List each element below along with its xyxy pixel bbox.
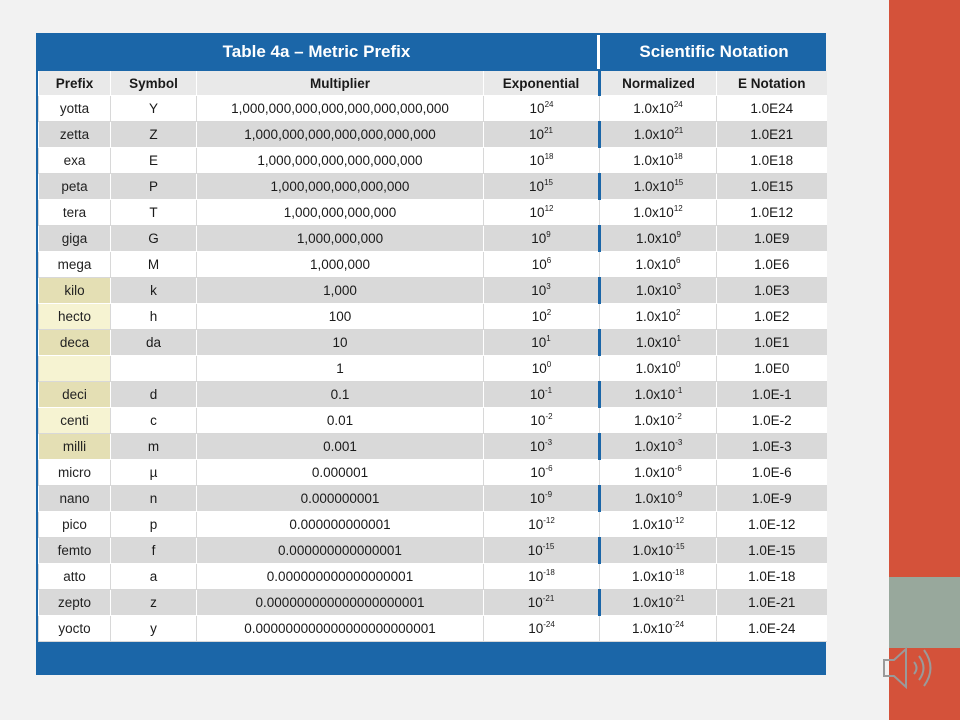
symbol-cell: µ <box>111 460 197 486</box>
symbol-cell: h <box>111 304 197 330</box>
side-accent-middle <box>889 577 960 648</box>
scientific-notation-title: Scientific Notation <box>639 42 789 61</box>
normalized-cell: $1.0x10^{-24}$ <box>600 616 717 642</box>
table-row <box>39 148 827 174</box>
table-row <box>39 122 827 148</box>
prefix-cell: milli <box>39 434 111 460</box>
prefix-cell: micro <box>39 460 111 486</box>
exponent: 15 <box>674 178 684 187</box>
prefix-cell: peta <box>39 174 111 200</box>
multiplier-cell: 0.000000000001 <box>197 512 484 538</box>
exponent: -6 <box>674 464 682 473</box>
exponential-cell: $10^{-6}$ <box>484 460 600 486</box>
normalized-cell: $1.0x10^{21}$ <box>600 122 717 148</box>
multiplier-cell: 1,000,000 <box>197 252 484 278</box>
symbol-cell: M <box>111 252 197 278</box>
exponential-cell: $10^{24}$ <box>484 96 600 122</box>
exponential-cell: $10^{-15}$ <box>484 538 600 564</box>
table-body <box>39 96 827 642</box>
exponent: 21 <box>674 126 684 135</box>
e-notation-cell: 1.0E3 <box>717 278 827 304</box>
symbol-cell: d <box>111 382 197 408</box>
multiplier-cell: 0.000000001 <box>197 486 484 512</box>
table-row <box>39 460 827 486</box>
header-symbol: Symbol <box>111 71 197 96</box>
table-title: Table 4a – Metric Prefix <box>222 42 411 61</box>
exponent: -3 <box>544 438 553 447</box>
normalized-cell: $1.0x10^{18}$ <box>600 148 717 174</box>
symbol-cell <box>111 356 197 382</box>
exponential-cell: $10^{-3}$ <box>484 434 600 460</box>
exponential-cell: $10^9$ <box>484 226 600 252</box>
normalized-cell: $1.0x10^{-3}$ <box>600 434 717 460</box>
symbol-cell: n <box>111 486 197 512</box>
symbol-cell: y <box>111 616 197 642</box>
exponent: -3 <box>675 438 683 447</box>
table-row <box>39 590 827 616</box>
exponential-cell: $10^{18}$ <box>484 148 600 174</box>
multiplier-cell: 1 <box>197 356 484 382</box>
exponent: -18 <box>672 568 685 577</box>
table-footer-bar <box>36 651 826 675</box>
e-notation-cell: 1.0E21 <box>717 122 827 148</box>
e-notation-cell: 1.0E-1 <box>717 382 827 408</box>
multiplier-cell: 10 <box>197 330 484 356</box>
exponential-cell: $10^{-1}$ <box>484 382 600 408</box>
prefix-cell <box>39 356 111 382</box>
prefix-cell: deca <box>39 330 111 356</box>
exponent: 3 <box>676 282 681 291</box>
prefix-cell: zetta <box>39 122 111 148</box>
e-notation-cell: 1.0E2 <box>717 304 827 330</box>
e-notation-cell: 1.0E9 <box>717 226 827 252</box>
exponential-cell: $10^{-18}$ <box>484 564 600 590</box>
normalized-cell: $1.0x10^6$ <box>600 252 717 278</box>
normalized-cell: $1.0x10^0$ <box>600 356 717 382</box>
prefix-cell: yocto <box>39 616 111 642</box>
symbol-cell: m <box>111 434 197 460</box>
prefix-cell: femto <box>39 538 111 564</box>
exponent: 2 <box>546 308 552 317</box>
exponent: 6 <box>676 256 681 265</box>
table-row <box>39 434 827 460</box>
exponent: -15 <box>672 542 685 551</box>
exponent: -21 <box>542 594 555 603</box>
normalized-cell: $1.0x10^{-21}$ <box>600 590 717 616</box>
multiplier-cell: 1,000,000,000,000,000,000 <box>197 148 484 174</box>
symbol-cell: da <box>111 330 197 356</box>
header-normalized: Normalized <box>600 71 717 96</box>
speaker-icon[interactable] <box>876 640 940 696</box>
table-row <box>39 304 827 330</box>
multiplier-cell: 1,000,000,000,000,000 <box>197 174 484 200</box>
e-notation-cell: 1.0E-9 <box>717 486 827 512</box>
table-row <box>39 538 827 564</box>
multiplier-cell: 0.000000000000000000001 <box>197 590 484 616</box>
exponent: 9 <box>676 230 681 239</box>
exponent: -12 <box>543 516 555 525</box>
exponent: 12 <box>673 204 683 213</box>
exponent: -9 <box>675 490 683 499</box>
e-notation-cell: 1.0E-6 <box>717 460 827 486</box>
normalized-cell: $1.0x10^{-6}$ <box>600 460 717 486</box>
exponent: 9 <box>546 230 551 239</box>
exponent: 18 <box>673 152 683 161</box>
multiplier-cell: 1,000,000,000,000 <box>197 200 484 226</box>
e-notation-cell: 1.0E1 <box>717 330 827 356</box>
header-multiplier: Multiplier <box>197 71 484 96</box>
e-notation-cell: 1.0E-3 <box>717 434 827 460</box>
exponential-cell: $10^{12}$ <box>484 200 600 226</box>
symbol-cell: G <box>111 226 197 252</box>
prefix-cell: nano <box>39 486 111 512</box>
prefix-cell: yotta <box>39 96 111 122</box>
exponential-cell: $10^{-9}$ <box>484 486 600 512</box>
symbol-cell: p <box>111 512 197 538</box>
prefix-cell: mega <box>39 252 111 278</box>
prefix-cell: kilo <box>39 278 111 304</box>
exponent: 6 <box>546 256 552 265</box>
multiplier-cell: 1,000 <box>197 278 484 304</box>
e-notation-cell: 1.0E-12 <box>717 512 827 538</box>
exponential-cell: $10^0$ <box>484 356 600 382</box>
e-notation-cell: 1.0E-15 <box>717 538 827 564</box>
metric-prefix-table-panel <box>36 33 826 675</box>
e-notation-cell: 1.0E6 <box>717 252 827 278</box>
exponent: -1 <box>675 386 683 395</box>
exponent: -21 <box>672 594 685 603</box>
exponential-cell: $10^{21}$ <box>484 122 600 148</box>
normalized-cell: $1.0x10^1$ <box>600 330 717 356</box>
exponential-cell: $10^{-12}$ <box>484 512 600 538</box>
exponent: -9 <box>544 490 553 499</box>
exponent: -2 <box>545 412 553 421</box>
normalized-cell: $1.0x10^9$ <box>600 226 717 252</box>
e-notation-cell: 1.0E-18 <box>717 564 827 590</box>
normalized-cell: $1.0x10^{-1}$ <box>600 382 717 408</box>
prefix-cell: exa <box>39 148 111 174</box>
prefix-cell: zepto <box>39 590 111 616</box>
table-row <box>39 226 827 252</box>
normalized-cell: $1.0x10^{-9}$ <box>600 486 717 512</box>
exponent: 21 <box>544 126 553 135</box>
e-notation-cell: 1.0E18 <box>717 148 827 174</box>
table-row <box>39 356 827 382</box>
e-notation-cell: 1.0E-2 <box>717 408 827 434</box>
exponent: 0 <box>546 360 552 369</box>
exponent: 24 <box>544 100 554 109</box>
exponential-cell: $10^{15}$ <box>484 174 600 200</box>
e-notation-cell: 1.0E-24 <box>717 616 827 642</box>
title-divider <box>597 35 600 69</box>
exponent: 0 <box>676 360 681 369</box>
e-notation-cell: 1.0E24 <box>717 96 827 122</box>
exponent: 1 <box>546 334 551 343</box>
normalized-cell: $1.0x10^3$ <box>600 278 717 304</box>
exponent: 12 <box>544 204 554 213</box>
normalized-cell: $1.0x10^{24}$ <box>600 96 717 122</box>
prefix-cell: hecto <box>39 304 111 330</box>
symbol-cell: k <box>111 278 197 304</box>
prefix-cell: tera <box>39 200 111 226</box>
exponent: -24 <box>543 620 555 629</box>
header-exponential: Exponential <box>484 71 600 96</box>
header-row <box>39 71 827 96</box>
exponent: -1 <box>544 386 553 395</box>
symbol-cell: z <box>111 590 197 616</box>
multiplier-cell: 0.000000000000000000000001 <box>197 616 484 642</box>
prefix-cell: atto <box>39 564 111 590</box>
exponential-cell: $10^2$ <box>484 304 600 330</box>
table-row <box>39 252 827 278</box>
table-row <box>39 278 827 304</box>
exponent: 2 <box>676 308 681 317</box>
metric-prefix-table <box>38 71 827 642</box>
symbol-cell: a <box>111 564 197 590</box>
multiplier-cell: 0.000000000000001 <box>197 538 484 564</box>
normalized-cell: $1.0x10^2$ <box>600 304 717 330</box>
normalized-cell: $1.0x10^{-18}$ <box>600 564 717 590</box>
exponential-cell: $10^6$ <box>484 252 600 278</box>
normalized-cell: $1.0x10^{-15}$ <box>600 538 717 564</box>
header-e-notation: E Notation <box>717 71 827 96</box>
exponential-cell: $10^3$ <box>484 278 600 304</box>
exponent: -6 <box>545 464 553 473</box>
multiplier-cell: 1,000,000,000,000,000,000,000 <box>197 122 484 148</box>
table-row <box>39 200 827 226</box>
multiplier-cell: 0.001 <box>197 434 484 460</box>
exponent: 15 <box>544 178 553 187</box>
table-row <box>39 512 827 538</box>
exponent: -12 <box>672 516 685 525</box>
exponent: -15 <box>542 542 555 551</box>
symbol-cell: Y <box>111 96 197 122</box>
normalized-cell: $1.0x10^{-12}$ <box>600 512 717 538</box>
exponent: -18 <box>543 568 555 577</box>
symbol-cell: T <box>111 200 197 226</box>
symbol-cell: Z <box>111 122 197 148</box>
exponential-cell: $10^{-21}$ <box>484 590 600 616</box>
normalized-cell: $1.0x10^{-2}$ <box>600 408 717 434</box>
prefix-cell: centi <box>39 408 111 434</box>
table-row <box>39 96 827 122</box>
table-row <box>39 382 827 408</box>
multiplier-cell: 100 <box>197 304 484 330</box>
multiplier-cell: 0.000001 <box>197 460 484 486</box>
table-row <box>39 564 827 590</box>
side-accent-top <box>889 0 960 577</box>
exponential-cell: $10^1$ <box>484 330 600 356</box>
exponent: 18 <box>544 152 554 161</box>
exponent: -24 <box>672 620 685 629</box>
exponent: 3 <box>546 282 551 291</box>
symbol-cell: c <box>111 408 197 434</box>
table-row <box>39 408 827 434</box>
exponent: -2 <box>674 412 682 421</box>
normalized-cell: $1.0x10^{12}$ <box>600 200 717 226</box>
table-row <box>39 330 827 356</box>
normalized-cell: $1.0x10^{15}$ <box>600 174 717 200</box>
symbol-cell: P <box>111 174 197 200</box>
e-notation-cell: 1.0E12 <box>717 200 827 226</box>
symbol-cell: f <box>111 538 197 564</box>
multiplier-cell: 0.1 <box>197 382 484 408</box>
table-row <box>39 486 827 512</box>
exponential-cell: $10^{-2}$ <box>484 408 600 434</box>
symbol-cell: E <box>111 148 197 174</box>
prefix-cell: pico <box>39 512 111 538</box>
exponent: 24 <box>673 100 683 109</box>
multiplier-cell: 1,000,000,000 <box>197 226 484 252</box>
prefix-cell: giga <box>39 226 111 252</box>
multiplier-cell: 1,000,000,000,000,000,000,000,000 <box>197 96 484 122</box>
exponential-cell: $10^{-24}$ <box>484 616 600 642</box>
prefix-cell: deci <box>39 382 111 408</box>
table-row <box>39 174 827 200</box>
multiplier-cell: 0.000000000000000001 <box>197 564 484 590</box>
e-notation-cell: 1.0E15 <box>717 174 827 200</box>
table-row <box>39 616 827 642</box>
exponent: 1 <box>676 334 681 343</box>
multiplier-cell: 0.01 <box>197 408 484 434</box>
e-notation-cell: 1.0E0 <box>717 356 827 382</box>
e-notation-cell: 1.0E-21 <box>717 590 827 616</box>
header-prefix: Prefix <box>39 71 111 96</box>
